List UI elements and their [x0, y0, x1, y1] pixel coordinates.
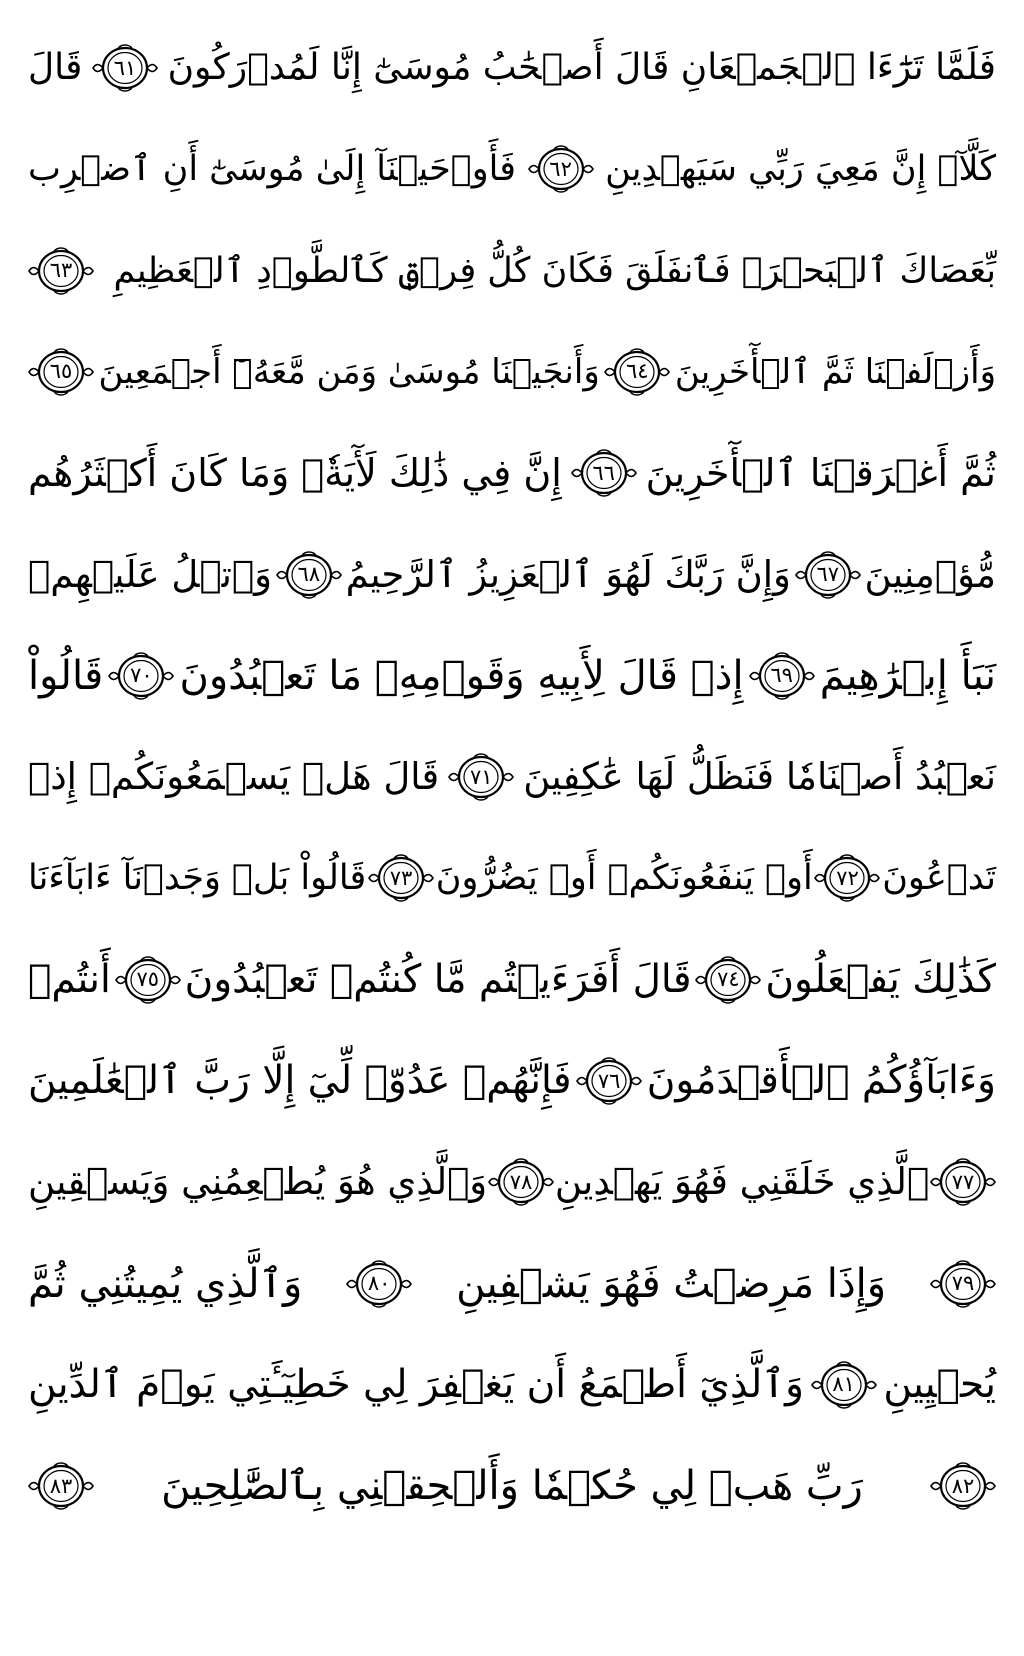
verse-text: وَإِنَّ رَبَّكَ لَهُوَ ٱلۡعَزِيزُ ٱلرَّحِيمُ	[345, 552, 791, 596]
ayah-number-marker	[576, 1056, 642, 1106]
ayah-number: ٧٥	[136, 967, 160, 992]
ayah-number-marker	[811, 1360, 877, 1410]
ayah-number: ٧٤	[717, 967, 740, 992]
verse-text: رَبِّ هَبۡ لِي حُكۡمٗا وَأَلۡحِقۡنِي بِٱلصَّٰلِحِينَ	[161, 1463, 863, 1510]
ayah-number-marker	[571, 448, 637, 498]
ayah-number-marker	[795, 550, 861, 600]
ayah-number: ٦٥	[49, 359, 73, 384]
verse-text: وَٱلَّذِي هُوَ يُطۡعِمُنِي وَيَسۡقِينِ	[28, 1160, 488, 1204]
ayah-number-marker	[814, 853, 880, 903]
verse-line	[28, 20, 996, 116]
verse-line	[28, 425, 996, 521]
ayah-number: ٦٨	[297, 562, 321, 586]
ayah-number-marker	[346, 1259, 412, 1309]
verse-line	[28, 527, 996, 623]
ayah-number: ٨١	[832, 1372, 855, 1397]
ayah-number: ٧٧	[951, 1169, 975, 1194]
ayah-number-marker	[28, 246, 94, 296]
verse-text: قَالَ أَفَرَءَيۡتُم مَّا كُنتُمۡ تَعۡبُدُونَ	[184, 956, 692, 1002]
ayah-number: ٧٦	[597, 1068, 621, 1093]
verse-text: ثُمَّ أَغۡرَقۡنَا ٱلۡأٓخَرِينَ	[645, 451, 996, 496]
verse-text: وَٱلَّذِيٓ أَطۡمَعُ أَن يَغۡفِرَ لِي خَطِيٓـَٔتِي يَوۡمَ ٱلدِّينِ	[28, 1361, 804, 1407]
verse-line	[28, 729, 996, 825]
verse-line	[28, 1033, 996, 1129]
ayah-number-marker	[930, 1259, 996, 1309]
ayah-number: ٦١	[113, 55, 137, 80]
ayah-number: ٧٢	[836, 865, 859, 890]
verse-text: وَٱتۡلُ عَلَيۡهِمۡ	[28, 552, 272, 596]
verse-text: نَعۡبُدُ أَصۡنَامٗا فَنَظَلُّ لَهَا عَٰكِفِينَ	[523, 755, 996, 799]
ayah-number-marker	[108, 651, 174, 701]
ayah-number-marker	[28, 1461, 94, 1511]
ayah-number-marker	[749, 651, 815, 701]
ayah-number: ٦٤	[626, 359, 649, 384]
ayah-number: ٦٣	[49, 258, 73, 283]
verse-line	[28, 1134, 996, 1230]
ayah-number-marker	[448, 752, 514, 802]
verse-text: قَالُواْ بَلۡ وَجَدۡنَآ ءَابَآءَنَا	[28, 858, 367, 899]
verse-text: قَالَ هَلۡ يَسۡمَعُونَكُمۡ إِذۡ	[28, 755, 440, 799]
verse-text: فَإِنَّهُمۡ عَدُوّٞ لِّيٓ إِلَّا رَبَّ ٱلۡعَٰلَمِينَ	[28, 1058, 572, 1103]
ayah-number: ٦٩	[770, 663, 793, 688]
ayah-number: ٧١	[469, 764, 493, 789]
ayah-number: ٧٣	[389, 865, 413, 890]
verse-line	[28, 1236, 996, 1332]
verse-line	[28, 830, 996, 926]
verse-text: أَوۡ يَنفَعُونَكُمۡ أَوۡ يَضُرُّونَ	[435, 858, 813, 899]
ayah-number-marker	[695, 955, 761, 1005]
verse-text: وَأَنجَيۡنَا مُوسَىٰ وَمَن مَّعَهُۥٓ أَجۡمَعِينَ	[98, 351, 600, 392]
verse-text: كَلَّآۖ إِنَّ مَعِيَ رَبِّي سَيَهۡدِينِ	[605, 149, 996, 190]
verse-text: بِّعَصَاكَ ٱلۡبَحۡرَۖ فَٱنفَلَقَ فَكَانَ كُلُّ فِرۡقٖ كَٱلطَّوۡدِ ٱلۡعَظِيمِ	[113, 250, 996, 291]
verse-text: وَإِذَا مَرِضۡتُ فَهُوَ يَشۡفِينِ	[456, 1260, 887, 1307]
ayah-number: ٧٨	[509, 1169, 533, 1194]
ayah-number: ٧٩	[951, 1271, 975, 1296]
verse-text: يُحۡيِينِ	[883, 1361, 996, 1407]
ayah-number-marker	[930, 1157, 996, 1207]
ayah-number: ٦٧	[816, 562, 840, 586]
verse-text: وَٱلَّذِي يُمِيتُنِي ثُمَّ	[28, 1260, 303, 1307]
verse-text: ٱلَّذِي خَلَقَنِي فَهُوَ يَهۡدِينِ	[554, 1160, 930, 1204]
verse-text: مُّؤۡمِنِينَ	[864, 552, 996, 596]
verse-line	[28, 932, 996, 1028]
ayah-number: ٦٢	[549, 156, 572, 181]
verse-text: أَنتُمۡ	[28, 956, 111, 1002]
ayah-number: ٧٠	[130, 663, 153, 688]
verse-text: فَأَوۡحَيۡنَآ إِلَىٰ مُوسَىٰٓ أَنِ ٱضۡرِب	[28, 149, 517, 190]
verse-text: تَدۡعُونَ	[882, 858, 996, 899]
ayah-number-marker	[92, 43, 158, 93]
verse-text: إِنَّ فِي ذَٰلِكَ لَأٓيَةٗۖ وَمَا كَانَ أَكۡثَرُهُم	[28, 451, 562, 496]
verse-text: فَلَمَّا تَرَٰٓءَا ٱلۡجَمۡعَانِ قَالَ أَصۡحَٰبُ مُوسَىٰٓ إِنَّا لَمُدۡرَكُونَ	[167, 47, 996, 88]
verse-line	[28, 1337, 996, 1433]
verse-line	[28, 223, 996, 319]
ayah-number-marker	[528, 144, 594, 194]
verse-text: إِذۡ قَالَ لِأَبِيهِ وَقَوۡمِهِۦ مَا تَعۡبُدُونَ	[179, 652, 744, 699]
ayah-number-marker	[276, 550, 342, 600]
ayah-number-marker	[28, 347, 94, 397]
ayah-number: ٦٦	[592, 460, 615, 485]
ayah-number-marker	[604, 347, 670, 397]
ayah-number-marker	[368, 853, 434, 903]
verse-line	[28, 1438, 996, 1534]
verse-line	[28, 121, 996, 217]
verse-text: قَالُواْ	[28, 652, 104, 699]
verse-text: وَأَزۡلَفۡنَا ثَمَّ ٱلۡأٓخَرِينَ	[674, 351, 996, 392]
verse-text: وَءَابَآؤُكُمُ ٱلۡأَقۡدَمُونَ	[646, 1058, 996, 1103]
verse-line	[28, 628, 996, 724]
verse-line	[28, 324, 996, 420]
verse-text: كَذَٰلِكَ يَفۡعَلُونَ	[765, 956, 996, 1002]
ayah-number: ٨٢	[951, 1473, 975, 1498]
verse-text: قَالَ	[28, 47, 83, 88]
ayah-number-marker	[488, 1157, 554, 1207]
ayah-number-marker	[115, 955, 181, 1005]
verse-text: نَبَأَ إِبۡرَٰهِيمَ	[819, 652, 996, 699]
ayah-number: ٨٠	[367, 1271, 391, 1296]
ayah-number-marker	[930, 1461, 996, 1511]
ayah-number: ٨٣	[49, 1473, 73, 1498]
